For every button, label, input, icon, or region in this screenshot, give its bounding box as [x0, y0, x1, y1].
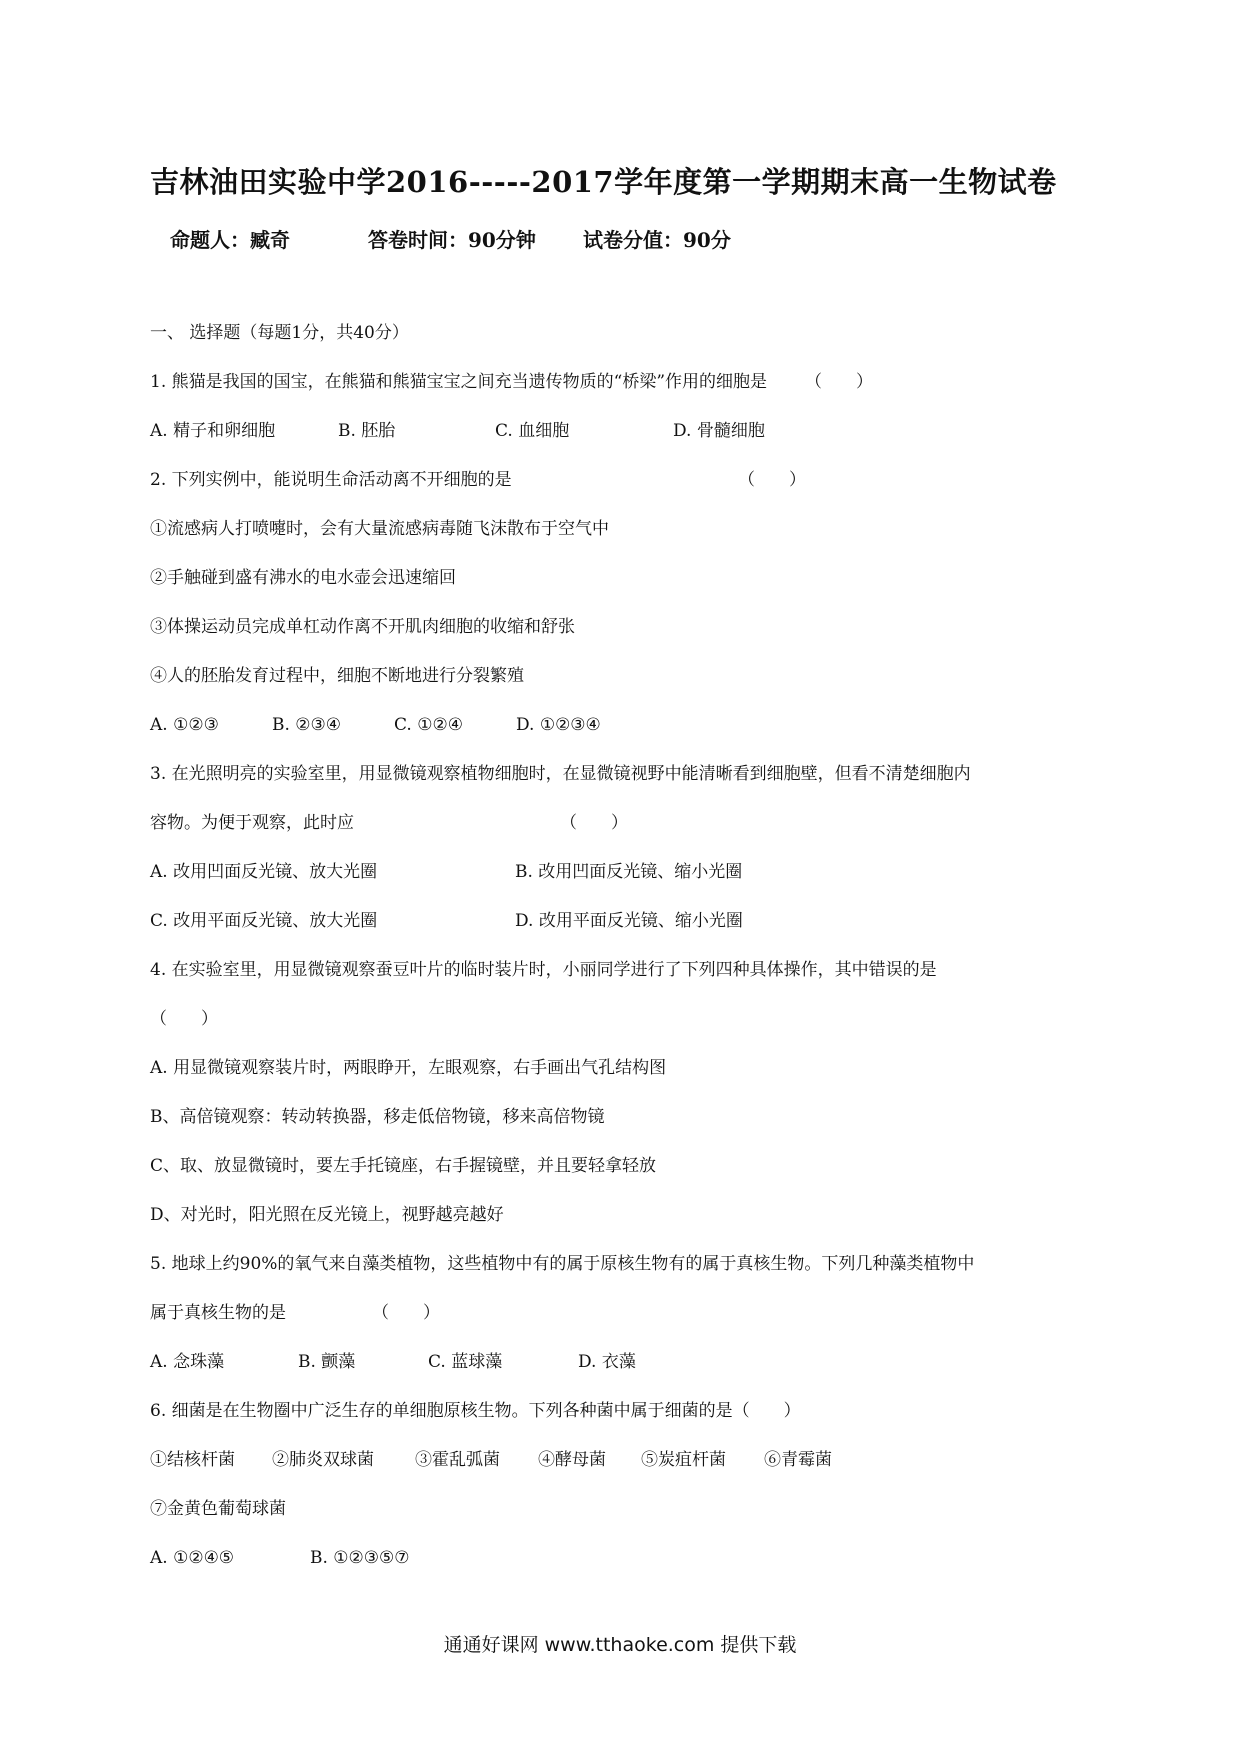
question-stem: 属于真核生物的是 [150, 1303, 286, 1323]
option-c: C. ①②④ [394, 715, 463, 735]
bacteria-item-3: ③霍乱弧菌 [415, 1450, 500, 1470]
option-d: D. 改用平面反光镜、缩小光圈 [515, 911, 743, 931]
question-3-options-row-1 [150, 861, 1070, 910]
question-1-options [150, 420, 1070, 469]
option-d: D. ①②③④ [516, 715, 601, 735]
option-a: A. ①②④⑤ [150, 1548, 235, 1568]
bacteria-item-4: ④酵母菌 [538, 1450, 606, 1470]
bacteria-item-1: ①结核杆菌 [150, 1450, 235, 1470]
option-c: C. 改用平面反光镜、放大光圈 [150, 911, 378, 931]
question-1-stem [150, 371, 1070, 420]
bacteria-item-7: ⑦金黄色葡萄球菌 [150, 1499, 286, 1519]
option-d: D、对光时，阳光照在反光镜上，视野越亮越好 [150, 1205, 504, 1225]
question-3-options-row-2 [150, 910, 1070, 959]
question-3-stem-1: 3. 在光照明亮的实验室里，用显微镜观察植物细胞时，在显微镜视野中能清晰看到细胞壁，但看不清楚细胞内 [150, 764, 971, 784]
question-6-stem: 6. 细菌是在生物圈中广泛生存的单细胞原核生物。下列各种菌中属于细菌的是（ ） [150, 1401, 801, 1421]
question-2-item-2: ②手触碰到盛有沸水的电水壶会迅速缩回 [150, 568, 456, 588]
question-3-stem-2 [150, 812, 1070, 861]
question-stem: 2. 下列实例中，能说明生命活动离不开细胞的是 [150, 470, 512, 490]
option-c: C. 蓝球藻 [428, 1352, 503, 1372]
question-stem: 容物。为便于观察，此时应 [150, 813, 354, 833]
option-a: A. 用显微镜观察装片时，两眼睁开，左眼观察，右手画出气孔结构图 [150, 1058, 667, 1078]
question-6-options [150, 1547, 1070, 1596]
option-c: C、取、放显微镜时，要左手托镜座，右手握镜壁，并且要轻拿轻放 [150, 1156, 657, 1176]
answer-bracket: （ ） [805, 372, 873, 392]
question-2-item-3: ③体操运动员完成单杠动作离不开肌肉细胞的收缩和舒张 [150, 617, 575, 637]
exam-meta [170, 224, 731, 253]
option-a: A. 精子和卵细胞 [150, 421, 276, 441]
option-b: B. 胚胎 [338, 421, 396, 441]
question-2-stem [150, 469, 1070, 518]
option-b: B. 颤藻 [298, 1352, 356, 1372]
answer-bracket: （ ） [150, 1009, 218, 1029]
page-title: 吉林油田实验中学2016-----2017学年度第一学期期末高一生物试卷 [150, 165, 1057, 199]
section-heading: 一、 选择题（每题1分，共40分） [150, 323, 409, 343]
answer-bracket: （ ） [738, 470, 806, 490]
option-b: B、高倍镜观察：转动转换器，移走低倍物镜，移来高倍物镜 [150, 1107, 605, 1127]
question-6-items [150, 1449, 1070, 1498]
bacteria-item-5: ⑤炭疽杆菌 [641, 1450, 726, 1470]
option-a: A. 念珠藻 [150, 1352, 225, 1372]
question-2-item-1: ①流感病人打喷嚏时，会有大量流感病毒随飞沫散布于空气中 [150, 519, 609, 539]
bacteria-item-6: ⑥青霉菌 [764, 1450, 832, 1470]
author: 命题人：臧奇 [170, 228, 290, 252]
exam-time: 答卷时间：90分钟 [368, 228, 536, 252]
option-b: B. 改用凹面反光镜、缩小光圈 [515, 862, 743, 882]
question-stem: 1. 熊猫是我国的国宝，在熊猫和熊猫宝宝之间充当遗传物质的“桥梁”作用的细胞是 [150, 372, 768, 392]
option-d: D. 骨髓细胞 [673, 421, 765, 441]
option-b: B. ①②③⑤⑦ [310, 1548, 410, 1568]
question-5-stem-2 [150, 1302, 1070, 1351]
question-5-stem-1: 5. 地球上约90%的氧气来自藻类植物，这些植物中有的属于原核生物有的属于真核生物。下列几种藻类植物中 [150, 1254, 975, 1274]
option-a: A. ①②③ [150, 715, 219, 735]
question-2-item-4: ④人的胚胎发育过程中，细胞不断地进行分裂繁殖 [150, 666, 524, 686]
answer-bracket: （ ） [560, 813, 628, 833]
question-list [150, 322, 1070, 1596]
option-d: D. 衣藻 [578, 1352, 636, 1372]
page-footer: 通通好课网 www.tthaoke.com 提供下载 [443, 1634, 797, 1656]
question-5-options [150, 1351, 1070, 1400]
question-2-options [150, 714, 1070, 763]
answer-bracket: （ ） [372, 1303, 440, 1323]
option-a: A. 改用凹面反光镜、放大光圈 [150, 862, 378, 882]
option-c: C. 血细胞 [495, 421, 570, 441]
option-b: B. ②③④ [272, 715, 342, 735]
bacteria-item-2: ②肺炎双球菌 [272, 1450, 374, 1470]
question-4-stem: 4. 在实验室里，用显微镜观察蚕豆叶片的临时装片时，小丽同学进行了下列四种具体操作，其中错误的是 [150, 960, 937, 980]
exam-score: 试卷分值：90分 [583, 228, 731, 252]
